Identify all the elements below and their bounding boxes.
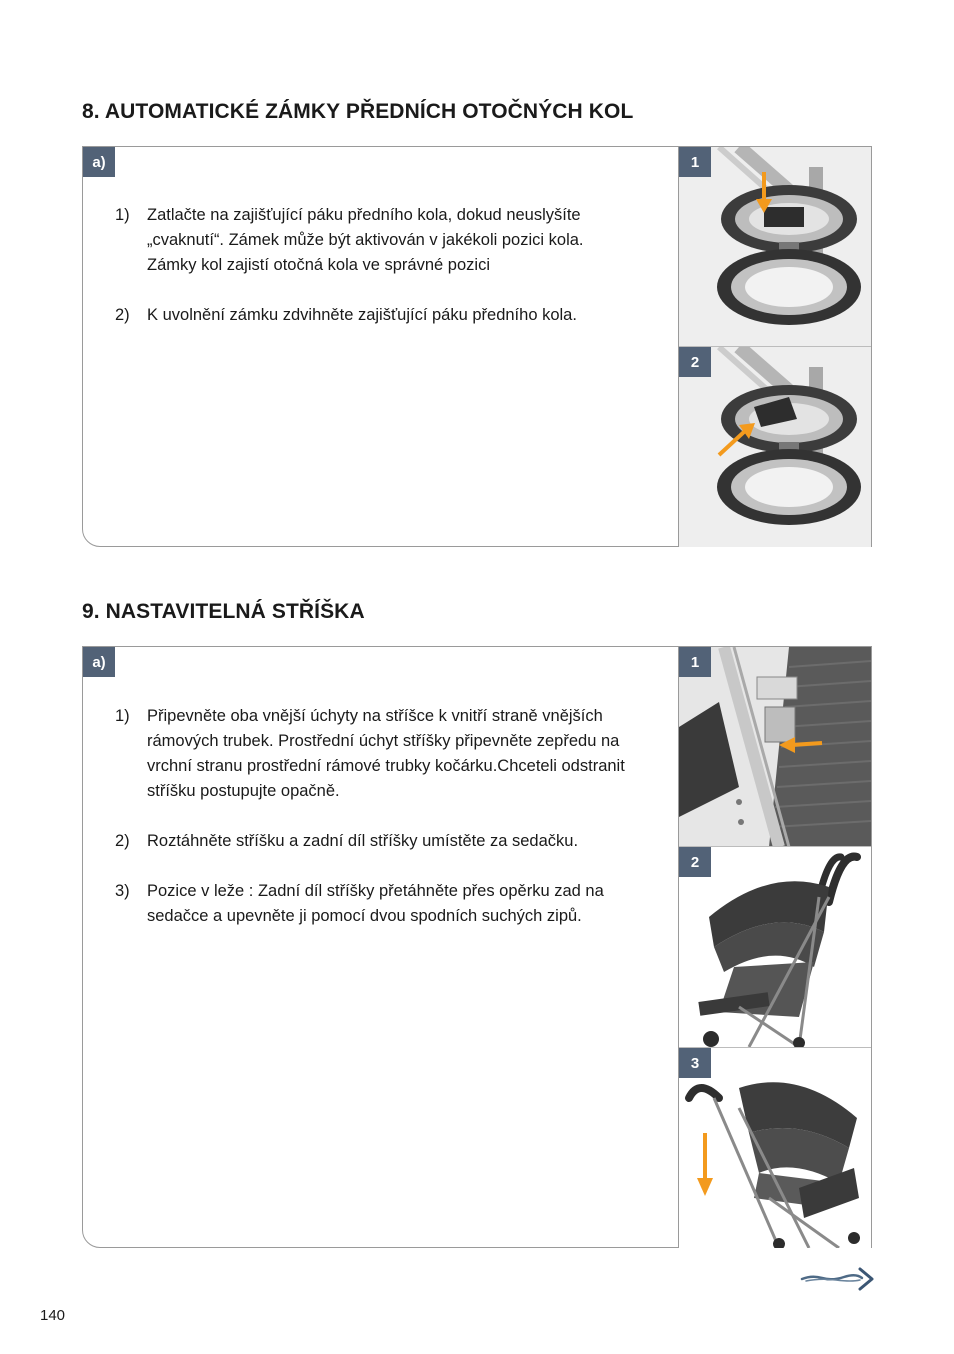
step-number: 2) xyxy=(115,832,130,850)
step-text: Zatlačte na zajišťující páku předního kola, dokud neuslyšíte „cvaknutí“. Zámek může být aktivován v jakékoli pozici kola. Zámky kol zajistí otočná kola ve správné pozici xyxy=(147,206,584,274)
panel-canopy xyxy=(82,646,872,1248)
figure-column xyxy=(678,147,871,546)
step-number: 1) xyxy=(115,707,130,725)
figure-number: 2 xyxy=(679,847,711,877)
step-number: 2) xyxy=(115,306,130,324)
stroller-lie-flat-illustration xyxy=(679,1048,871,1248)
canopy-clip-photo xyxy=(679,647,871,847)
panel-label: a) xyxy=(83,647,115,677)
step-item xyxy=(115,203,635,278)
step-item xyxy=(115,879,635,929)
page-number: 140 xyxy=(40,1307,66,1324)
figure-number: 1 xyxy=(679,147,711,177)
figure-number: 3 xyxy=(679,1048,711,1078)
front-wheel-lock-press-photo xyxy=(679,147,871,347)
wheel-illustration-1 xyxy=(679,147,871,347)
stroller-canopy-illustration xyxy=(679,847,871,1048)
figure-number: 2 xyxy=(679,347,711,377)
front-wheel-lock-release-photo xyxy=(679,347,871,547)
panel-label: a) xyxy=(83,147,115,177)
step-item xyxy=(115,303,635,328)
section-title-canopy: 9. NASTAVITELNÁ STŘÍŠKA xyxy=(82,600,365,623)
step-item xyxy=(115,704,635,804)
step-number: 3) xyxy=(115,882,130,900)
step-text: Roztáhněte stříšku a zadní díl stříšky umístěte za sedačku. xyxy=(147,832,579,850)
section-title-wheel-locks: 8. AUTOMATICKÉ ZÁMKY PŘEDNÍCH OTOČNÝCH KOL xyxy=(82,100,634,123)
figure-number: 1 xyxy=(679,647,711,677)
stroller-canopy-lie-flat-photo xyxy=(679,1048,871,1248)
step-number: 1) xyxy=(115,206,130,224)
next-page-arrow-icon[interactable] xyxy=(800,1266,876,1292)
figure-column xyxy=(678,647,871,1247)
stroller-canopy-photo xyxy=(679,847,871,1048)
steps-list xyxy=(115,203,635,353)
steps-list xyxy=(115,704,635,954)
wheel-illustration-2 xyxy=(679,347,871,547)
step-text: K uvolnění zámku zdvihněte zajišťující páku předního kola. xyxy=(147,306,577,324)
step-text: Připevněte oba vnější úchyty na stříšce k vnitří straně vnějších rámových trubek. Prostřední úchyt stříšky připevněte zepředu na vrchní stranu prostřední rámové trubky kočárku.Chceteli odstranit stříšku postupujte opačně. xyxy=(147,707,625,800)
step-item xyxy=(115,829,635,854)
panel-wheel-locks xyxy=(82,146,872,547)
step-text: Pozice v leže : Zadní díl stříšky přetáhněte přes opěrku zad na sedačce a upevněte ji pomocí dvou spodních suchých zipů. xyxy=(147,882,604,925)
canopy-clip-illustration xyxy=(679,647,871,847)
